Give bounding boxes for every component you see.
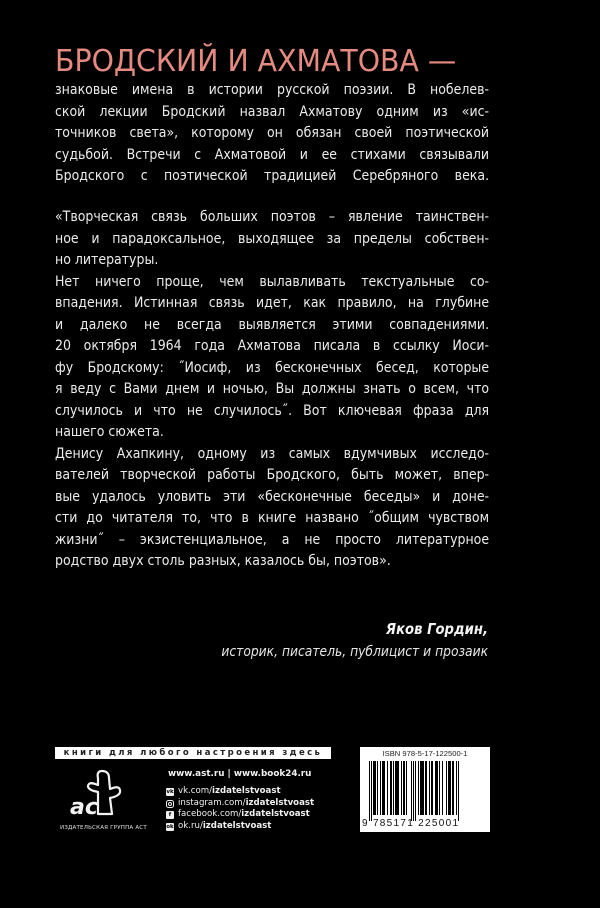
quote-line: 20 октября 1964 года Ахматова писала в ссылку Иоси-: [55, 337, 490, 354]
intro-line: ской лекции Бродский назвал Ахматову одним из «ис-: [55, 102, 490, 120]
social-link-odnoklassniki[interactable]: ok ok.ru/ izdatelstvoast: [166, 821, 272, 832]
quote-line: впадения. Истинная связь идет, как правило, на глубине: [55, 294, 490, 311]
social-link-facebook[interactable]: f facebook.com/ izdatelstvoast: [166, 809, 314, 821]
quote-line: нашего сюжета.: [55, 423, 164, 440]
instagram-icon: [166, 800, 174, 808]
quote-line: но литературы.: [55, 251, 159, 268]
author-role: историк, писатель, публицист и прозаик: [221, 644, 488, 660]
quote-line: «Творческая связь больших поэтов – явление таинствен-: [55, 208, 490, 225]
intro-line: точников света», которому он обязан своей поэтической: [55, 124, 490, 141]
odnoklassniki-icon: ok: [166, 823, 174, 830]
quote-line: ное и парадоксальное, выходящее за пределы собствен-: [55, 229, 490, 247]
quote-line: Нет ничего проще, чем вылавливать текстуальные со-: [55, 272, 490, 290]
author-name: Яков Гордин,: [385, 620, 488, 638]
isbn-barcode: [360, 747, 490, 832]
quote-paragraph: [55, 206, 489, 572]
ast-logo-icon: [68, 768, 124, 822]
intro-line: судьбой. Встречи с Ахматовой и ее стихами связывали: [55, 145, 490, 163]
intro-line: знаковые имена в истории русской поэзии. В нобелев-: [55, 81, 490, 98]
barcode-gap: [459, 761, 460, 815]
social-link-vk[interactable]: vk vk.com/ izdatelstvoast: [166, 786, 281, 796]
quote-line: жизни˝ – экзистенциальное, а не просто литературное: [55, 530, 490, 548]
quote-line: случилось и что не случилось˝. Вот ключевая фраза для: [55, 401, 490, 419]
headline: БРОДСКИЙ И АХМАТОВА —: [55, 44, 457, 79]
intro-paragraph: [55, 79, 489, 187]
publisher-slogan: книги для любого настроения здесь: [55, 747, 331, 759]
social-link-instagram[interactable]: instagram.com/ izdatelstvoast: [166, 798, 314, 810]
logo-caption: ИЗДАТЕЛЬСКАЯ ГРУППА АСТ: [60, 825, 147, 831]
barcode-digits: 9 785171 225001: [362, 818, 460, 829]
svg-text:ac: ac: [70, 795, 98, 820]
barcode-bars: [369, 761, 481, 819]
facebook-icon: f: [166, 811, 174, 819]
quote-line: Денису Ахапкину, одному из самых вдумчивых исследо-: [55, 444, 490, 462]
intro-line: Бродского с поэтической традицией Серебряного века.: [55, 167, 490, 184]
quote-line: вые удалось уловить эти «бесконечные беседы» и доне-: [55, 487, 490, 505]
quote-line: фу Бродскому: ˝Иосиф, из бесконечных бесед, которые: [55, 358, 490, 376]
quote-line: родство двух столь разных, казалось бы, поэтов».: [55, 552, 391, 569]
vk-icon: vk: [166, 788, 174, 795]
quote-line: и далеко не всегда выявляется этими совпадениями.: [55, 315, 490, 333]
publisher-websites[interactable]: www.ast.ru | www.book24.ru: [168, 769, 312, 779]
quote-line: я веду с Вами днем и ночью, Вы должны знать о всем, что: [55, 380, 490, 397]
social-links: [166, 786, 314, 833]
ast-logo: [68, 768, 124, 822]
quote-line: сти до читателя то, что в книге названо ˝общим чувством: [55, 509, 490, 526]
isbn-label: ISBN 978-5-17-122500-1: [382, 749, 468, 758]
quote-line: вателей творческой работы Бродского, быть может, впер-: [55, 466, 490, 483]
